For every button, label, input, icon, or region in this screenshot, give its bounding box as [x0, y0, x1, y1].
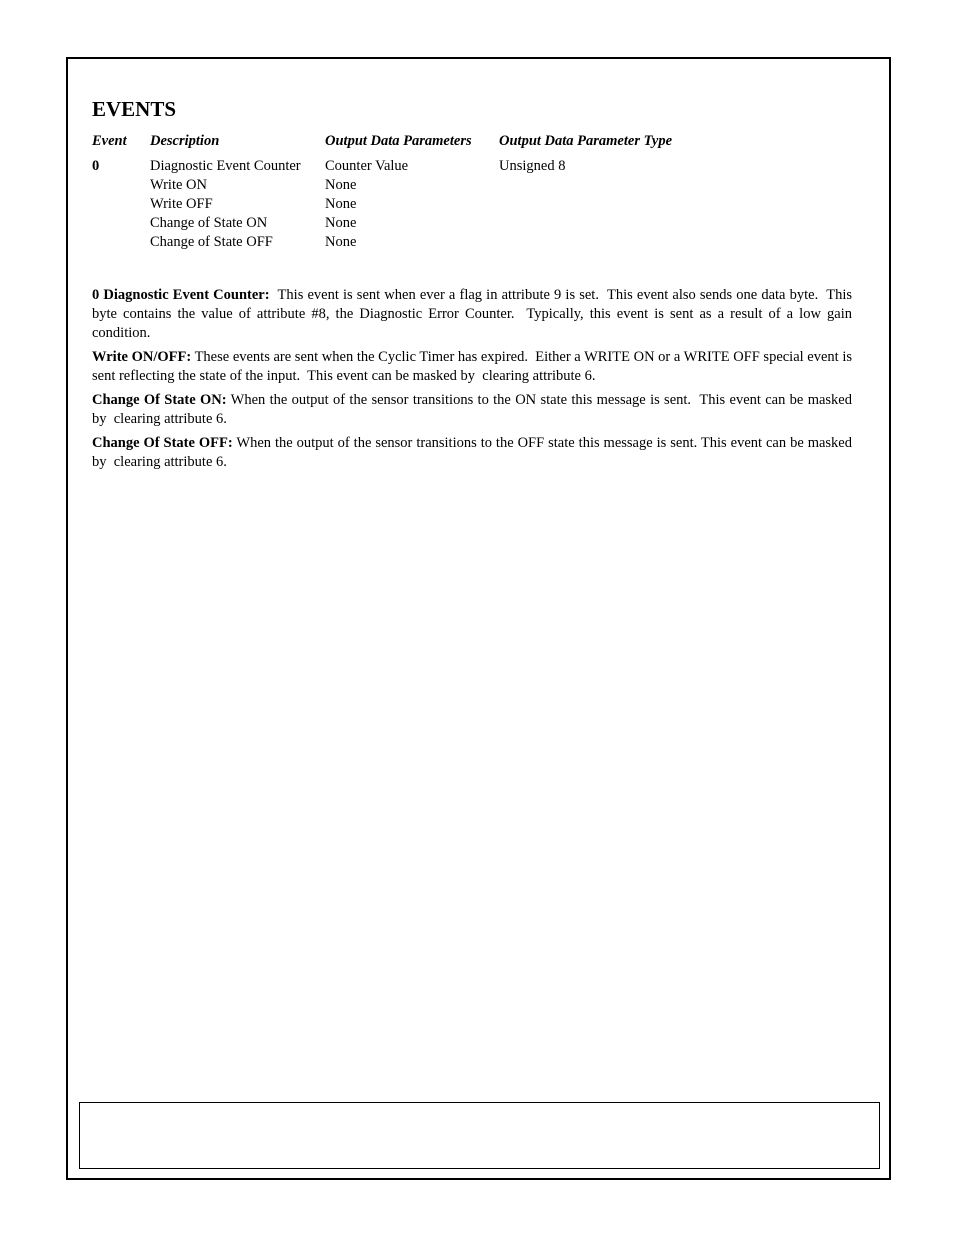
- row-description: Change of State OFF: [150, 234, 273, 250]
- paragraph-diagnostic-counter: [92, 286, 856, 343]
- row-output-params: None: [325, 196, 357, 212]
- table-row: [92, 214, 699, 233]
- row-event-empty: [92, 233, 150, 252]
- table-row: [92, 157, 699, 176]
- page-content: [92, 97, 856, 477]
- page-frame: [66, 57, 891, 1180]
- row-event-empty: [92, 214, 150, 233]
- paragraph-text: These events are sent when the Cyclic Timer has expired. Either a WRITE ON or a WRITE OFF special event is sent reflecting the state of the input. This event can be masked by clearing attribute 6.: [92, 349, 856, 384]
- paragraph-cos-on: [92, 391, 856, 429]
- header-output-params: Output Data Parameters: [325, 133, 472, 149]
- row-description: Diagnostic Event Counter: [150, 158, 301, 174]
- paragraph-text: When the output of the sensor transitions to the OFF state this message is sent. This event can be masked by clearing attribute 6.: [92, 435, 856, 470]
- table-row: [92, 176, 699, 195]
- section-title: EVENTS: [92, 97, 177, 121]
- row-output-type: [499, 214, 699, 233]
- header-output-type: Output Data Parameter Type: [499, 133, 673, 149]
- row-output-type: [499, 233, 699, 252]
- paragraph-text: This event is sent when ever a flag in attribute 9 is set. This event also sends one data byte. This byte contains the value of attribute #8, the Diagnostic Error Counter. Typically, this event is sent as a result of a low gain condition.: [92, 287, 856, 341]
- row-event-empty: [92, 176, 150, 195]
- table-row: [92, 195, 699, 214]
- header-description: Description: [150, 133, 220, 149]
- paragraph-cos-off: [92, 434, 856, 472]
- event-descriptions: [92, 286, 856, 472]
- paragraph-text: When the output of the sensor transitions to the ON state this message is sent. This event can be masked by clearing attribute 6.: [92, 392, 856, 427]
- paragraph-heading: Change Of State ON:: [92, 392, 227, 408]
- paragraph-heading: Change Of State OFF:: [92, 435, 233, 451]
- row-output-params: None: [325, 215, 357, 231]
- events-table: [92, 133, 699, 252]
- row-event-empty: [92, 195, 150, 214]
- header-event: Event: [92, 133, 127, 149]
- paragraph-write-on-off: [92, 348, 856, 386]
- table-row: [92, 233, 699, 252]
- paragraph-heading: 0 Diagnostic Event Counter:: [92, 287, 270, 303]
- table-header-row: [92, 133, 699, 157]
- paragraph-heading: Write ON/OFF:: [92, 349, 192, 365]
- row-output-type: [499, 195, 699, 214]
- row-description: Write ON: [150, 177, 207, 193]
- row-output-type: Unsigned 8: [499, 158, 566, 174]
- row-output-params: None: [325, 177, 357, 193]
- row-description: Change of State ON: [150, 215, 268, 231]
- event-number: 0: [92, 158, 100, 174]
- row-output-params: Counter Value: [325, 158, 409, 174]
- row-output-type: [499, 176, 699, 195]
- row-output-params: None: [325, 234, 357, 250]
- row-description: Write OFF: [150, 196, 213, 212]
- footer-box: [79, 1102, 880, 1169]
